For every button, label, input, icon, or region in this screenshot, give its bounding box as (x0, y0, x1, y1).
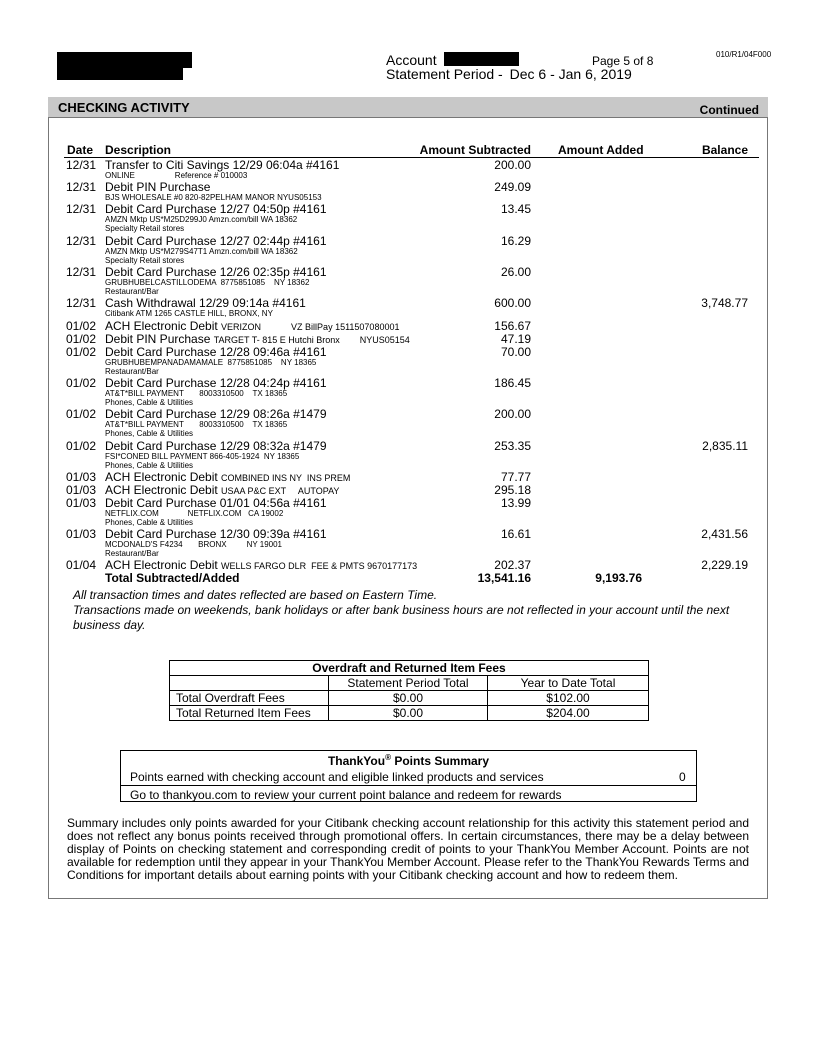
transaction-amount-subtracted: 70.00 (500, 345, 531, 359)
transaction-detail-line: NETFLIX.COM NETFLIX.COM CA 19002 (105, 509, 284, 518)
transaction-inline-detail: WELLS FARGO DLR FEE & PMTS 9670177173 (221, 561, 418, 571)
transaction-date: 01/02 (66, 319, 97, 333)
totals-label: Total Subtracted/Added (105, 571, 240, 585)
transaction-date: 01/02 (66, 345, 97, 359)
transaction-date: 01/02 (66, 376, 97, 390)
col-description: Description (105, 143, 172, 157)
points-divider (120, 785, 697, 786)
redacted-address-block (57, 66, 183, 80)
transaction-detail-line: AT&T*BILL PAYMENT 8003310500 TX 18365 (105, 389, 288, 398)
col-amount-added: Amount Added (558, 143, 644, 157)
transaction-description-main: Debit Card Purchase 12/29 08:26a #1479 (105, 407, 327, 421)
transaction-description-main: Debit Card Purchase 01/01 04:56a #4161 (105, 496, 327, 510)
transaction-date: 01/02 (66, 332, 97, 346)
transaction-amount-subtracted: 156.67 (494, 319, 531, 333)
transaction-detail-line: AT&T*BILL PAYMENT 8003310500 TX 18365 (105, 420, 288, 429)
transaction-category: Specialty Retail stores (105, 256, 185, 265)
transaction-date: 12/31 (66, 296, 97, 310)
transaction-description-main: ACH Electronic Debit (105, 319, 222, 333)
transaction-date: 01/03 (66, 470, 97, 484)
transaction-date: 01/03 (66, 496, 97, 510)
transaction-description-main: ACH Electronic Debit (105, 558, 222, 572)
transaction-detail-line: AMZN Mktp US*M25D299J0 Amzn.com/bill WA 18362 (105, 215, 298, 224)
fees-row-overdraft (170, 691, 649, 706)
transaction-date: 12/31 (66, 234, 97, 248)
transaction-amount-subtracted: 600.00 (494, 296, 531, 310)
transaction-category: Phones, Cable & Utilities (105, 461, 194, 470)
transaction-date: 12/31 (66, 158, 97, 172)
transaction-category: Restaurant/Bar (105, 287, 159, 296)
fees-col-ytd: Year to Date Total (488, 676, 649, 691)
fees-row-label: Total Overdraft Fees (170, 691, 329, 706)
transaction-amount-subtracted: 77.77 (500, 470, 531, 484)
transaction-detail-line: GRUBHUBEMPANADAMAMALE 8775851085 NY 18365 (105, 358, 317, 367)
transaction-description-main: ACH Electronic Debit (105, 483, 222, 497)
totals-added: 9,193.76 (595, 571, 642, 585)
transaction-amount-subtracted: 253.35 (494, 439, 531, 453)
transaction-inline-detail: COMBINED INS NY INS PREM (221, 473, 351, 483)
transaction-detail-line: FSI*CONED BILL PAYMENT 866-405-1924 NY 18365 (105, 452, 300, 461)
fees-row-period: $0.00 (329, 706, 488, 721)
transaction-date: 01/03 (66, 527, 97, 541)
transaction-description-main: Debit Card Purchase 12/27 04:50p #4161 (105, 202, 327, 216)
transaction-date: 12/31 (66, 202, 97, 216)
page-number: Page 5 of 8 (592, 54, 654, 68)
continued-label: Continued (699, 103, 759, 117)
transaction-description-main: Debit Card Purchase 12/30 09:39a #4161 (105, 527, 327, 541)
transaction-description-main: Debit Card Purchase 12/29 08:32a #1479 (105, 439, 327, 453)
transaction-amount-subtracted: 26.00 (500, 265, 531, 279)
fees-header-row (170, 676, 649, 691)
col-amount-subtracted: Amount Subtracted (419, 143, 531, 157)
section-title: CHECKING ACTIVITY (58, 100, 190, 115)
points-title-rest: Points Summary (391, 754, 490, 768)
transaction-date: 01/02 (66, 439, 97, 453)
statement-period (386, 67, 632, 82)
transaction-balance: 2,835.11 (702, 439, 748, 453)
points-earned-label: Points earned with checking account and eligible linked products and services (130, 770, 544, 784)
account-label: Account (386, 52, 437, 68)
transaction-amount-subtracted: 295.18 (494, 483, 531, 497)
transaction-date: 01/03 (66, 483, 97, 497)
transaction-detail-line: ONLINE Reference # 010003 (105, 171, 248, 180)
transaction-date: 12/31 (66, 180, 97, 194)
transaction-description-main: ACH Electronic Debit (105, 470, 222, 484)
transaction-amount-subtracted: 13.45 (500, 202, 531, 216)
note-eastern-time: All transaction times and dates reflected are based on Eastern Time. (73, 588, 438, 602)
transaction-amount-subtracted: 13.99 (500, 496, 531, 510)
fees-col-period: Statement Period Total (329, 676, 488, 691)
statement-period-label: Statement Period - (386, 66, 503, 82)
transaction-balance: 2,431.56 (701, 527, 748, 541)
points-title (120, 753, 697, 768)
transaction-detail-line: AMZN Mktp US*M279S47T1 Amzn.com/bill WA 18362 (105, 247, 298, 256)
statement-period-value: Dec 6 - Jan 6, 2019 (509, 66, 632, 82)
transaction-amount-subtracted: 200.00 (494, 407, 531, 421)
form-code: 010/R1/04F000 (716, 50, 772, 59)
fees-row-label: Total Returned Item Fees (170, 706, 329, 721)
fees-row-returned (170, 706, 649, 721)
redacted-account-number (444, 52, 519, 66)
transaction-category: Restaurant/Bar (105, 367, 159, 376)
transaction-description-main: Debit Card Purchase 12/26 02:35p #4161 (105, 265, 327, 279)
points-title-brand: ThankYou (327, 754, 386, 768)
transaction-category: Phones, Cable & Utilities (105, 398, 194, 407)
col-date: Date (67, 143, 94, 157)
fees-row-period: $0.00 (329, 691, 488, 706)
totals-subtracted: 13,541.16 (477, 571, 531, 585)
transaction-balance: 2,229.19 (701, 558, 748, 572)
transaction-description-main: Debit Card Purchase 12/27 02:44p #4161 (105, 234, 327, 248)
fees-row-ytd: $204.00 (488, 706, 649, 721)
points-earned-value: 0 (679, 770, 686, 784)
points-disclaimer-paragraph: Summary includes only points awarded for your Citibank checking account relationship for this activity this statement period and does not reflect any bonus points received through promotional offers. In certain circumstances, there may be a delay between display of Points on checking statement and corresponding credit of points to your ThankYou Member Account. Points are not available for redemption until they appear in your ThankYou Member Account. Please refer to the ThankYou Rewards Terms and Conditions for important details about earning points with your Citibank checking account and how to redeem them. (67, 816, 749, 882)
transaction-detail-line: GRUBHUBELCASTILLODEMA 8775851085 NY 18362 (105, 278, 310, 287)
transaction-description-main: Debit Card Purchase 12/28 09:46a #4161 (105, 345, 327, 359)
transaction-balance: 3,748.77 (701, 296, 748, 310)
transaction-category: Phones, Cable & Utilities (105, 429, 194, 438)
transaction-date: 12/31 (66, 265, 97, 279)
transaction-description-main: Debit PIN Purchase (105, 332, 214, 346)
transaction-amount-subtracted: 186.45 (494, 376, 531, 390)
transaction-amount-subtracted: 16.29 (500, 234, 531, 248)
transaction-description-main: Debit PIN Purchase (105, 180, 211, 194)
registered-mark: ® (385, 753, 391, 762)
col-balance: Balance (701, 143, 748, 157)
transaction-description-main: Debit Card Purchase 12/28 04:24p #4161 (105, 376, 327, 390)
transaction-amount-subtracted: 249.09 (494, 180, 531, 194)
transaction-amount-subtracted: 202.37 (494, 558, 531, 572)
overdraft-fees-table (169, 660, 649, 721)
transaction-category: Restaurant/Bar (105, 549, 159, 558)
transaction-date: 01/02 (66, 407, 97, 421)
note-weekends: Transactions made on weekends, bank holidays or after bank business hours are not reflected in your account until the next (73, 603, 730, 617)
fees-row-ytd: $102.00 (488, 691, 649, 706)
transaction-amount-subtracted: 16.61 (500, 527, 531, 541)
note-business-day: business day. (73, 618, 146, 632)
transaction-inline-detail: USAA P&C EXT AUTOPAY (221, 486, 340, 496)
transaction-amount-subtracted: 47.19 (500, 332, 531, 346)
transaction-inline-detail: TARGET T- 815 E Hutchi Bronx NYUS05154 (213, 335, 410, 345)
transaction-detail-line: Citibank ATM 1265 CASTLE HILL, BRONX, NY (105, 309, 273, 318)
transaction-description-main: Cash Withdrawal 12/29 09:14a #4161 (105, 296, 306, 310)
fees-table-title: Overdraft and Returned Item Fees (170, 661, 649, 676)
transaction-date: 01/04 (66, 558, 97, 572)
transaction-inline-detail: VERIZON VZ BillPay 1511507080001 (221, 322, 400, 332)
fees-header-blank (170, 676, 329, 691)
fees-title-row (170, 661, 649, 676)
transaction-detail-line: MCDONALD'S F4234 BRONX NY 19001 (105, 540, 282, 549)
points-review-text: Go to thankyou.com to review your current point balance and redeem for rewards (130, 788, 562, 802)
transaction-description-main: Transfer to Citi Savings 12/29 06:04a #4161 (105, 158, 340, 172)
transaction-amount-subtracted: 200.00 (494, 158, 531, 172)
transaction-category: Phones, Cable & Utilities (105, 518, 194, 527)
transaction-category: Specialty Retail stores (105, 224, 185, 233)
transaction-detail-line: BJS WHOLESALE #0 820-82PELHAM MANOR NYUS05153 (105, 193, 322, 202)
